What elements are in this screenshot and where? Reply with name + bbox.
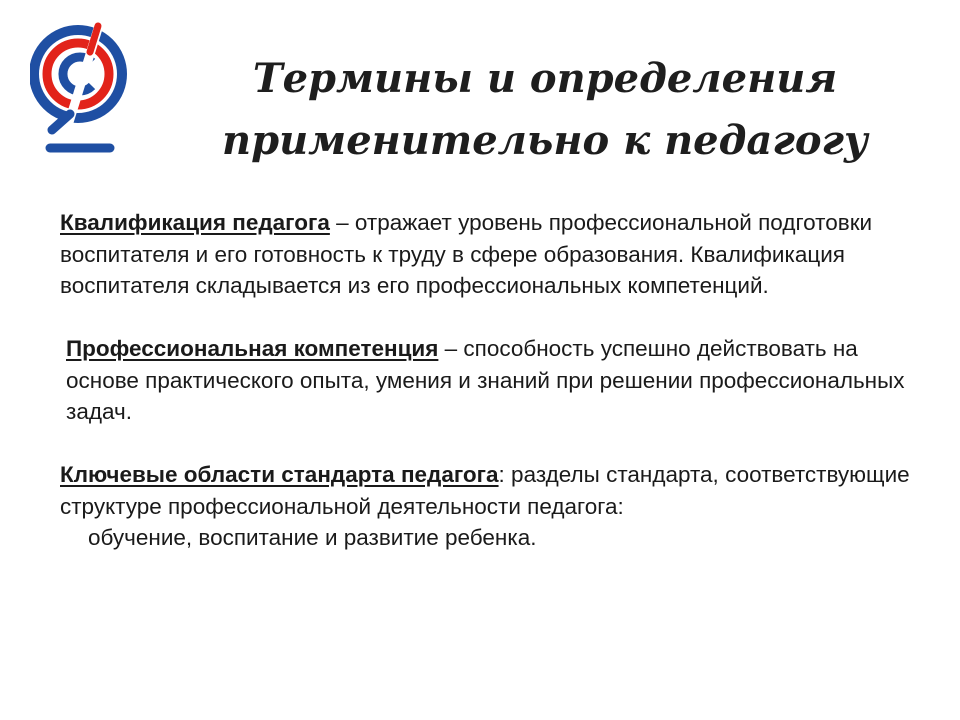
term-competence: Профессиональная компетенция [66,336,439,361]
definitions-body [60,207,920,554]
title-line-2: применительно к педагогу [222,117,868,164]
page-title [205,48,885,172]
definition-competence [60,333,920,428]
term-key-areas: Ключевые области стандарта педагога [60,462,499,487]
key-areas-list: обучение, воспитание и развитие ребенка. [88,525,537,550]
spacer [60,302,920,334]
definition-key-areas [60,459,920,522]
emblem-logo-icon [30,12,130,162]
definition-qualification [60,207,920,302]
term-qualification: Квалификация педагога [60,210,330,235]
spacer [60,428,920,460]
title-line-1: Термины и определения [252,55,838,102]
definition-text-qualification: – отражает уровень профессиональной подготовки воспитателя и его готовность к труду в сфере образования. Квалификация воспитателя складывается из его профессиональных компетенций. [60,210,873,298]
definition-text-competence: – способность успешно действовать на основе практического опыта, умения и знаний при решении профессиональных задач. [66,336,905,424]
definition-text-key-areas: : разделы стандарта, соответствующие структуре профессиональной деятельности педагога: [60,462,910,519]
